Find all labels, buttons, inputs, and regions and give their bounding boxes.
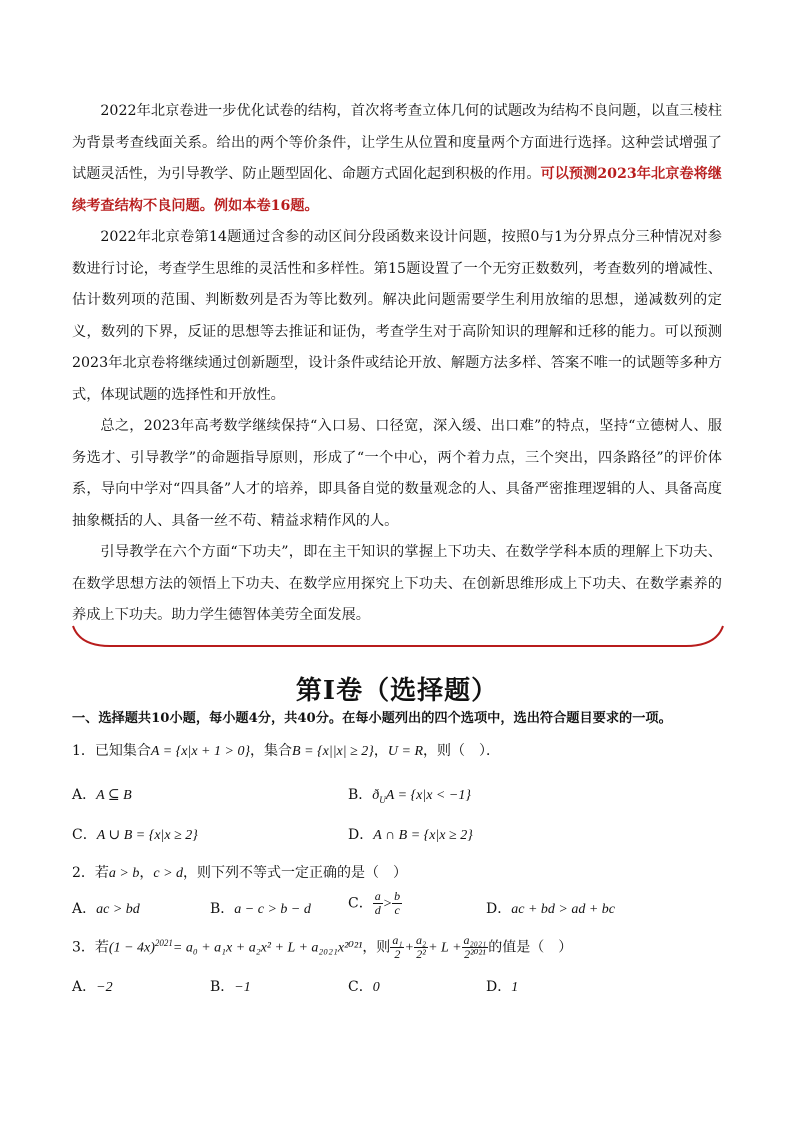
paragraph-text: 2022年北京卷进一步优化试卷的结构，首次将考查立体几何的试题改为结构不良问题，以直三棱柱为背景考查线面关系。给出的两个等价条件，让学生从位置和度量两个方面进行选择。这种尝试增强了试题灵活性，为引导教学、防止题型固化、命题方式固化起到积极的作用。 (72, 103, 722, 182)
question-3-option-b: B．−1 (210, 979, 251, 995)
question-3-stem: 3．若$(1 - 4x)^{2021}= a_0 + a_1x + a_2x^2 + L + a_{2021}x^{2021}$，则 $\frac{\text{a₁}}{2}$ + $\frac{\text{a₂}}{\text{2²}}$ + L + $\frac{\text{a₂₀₂₁}}{\text{2²⁰²¹}}$ 的值是（ ） (72, 933, 573, 961)
question-1-option-d: D．A ∩ B = {x|x ≥ 2} (348, 827, 473, 843)
question-3-option-c: C．0 (348, 979, 380, 995)
universe-set: U = R (387, 744, 424, 759)
question-2-option-b: B．a − c > b − d (210, 901, 311, 917)
paragraph-structure-change (72, 96, 722, 222)
decorative-divider (70, 622, 726, 650)
set-a: A = {x|x + 1 > 0} (150, 744, 251, 759)
question-2-stem: 2．若a > b，c > d，则下列不等式一定正确的是（ ） (72, 865, 408, 881)
question-1-option-b: B．$ð_UA = \{x|x < -1\}$ (348, 787, 471, 805)
set-b: B = {x||x| ≥ 2} (292, 744, 374, 759)
question-1-option-a: A．A ⊆ B (72, 787, 132, 803)
prediction-highlight: 可以预测2023年北京卷将继续考查结构不良问题。例如本卷16题。 (72, 166, 722, 214)
question-2-option-a: A．ac > bd (72, 901, 140, 917)
question-3-option-d: D．1 (486, 979, 519, 995)
paragraph-teaching-guidance: 引导教学在六个方面“下功夫”，即在主干知识的掌握上下功夫、在数学学科本质的理解上下功夫、在数学思想方法的领悟上下功夫、在数学应用探究上下功夫、在创新思维形成上下功夫、在数学素养的养成上下功夫。助力学生德智体美劳全面发展。 (72, 544, 722, 623)
paragraph-question-analysis: 2022年北京卷第14题通过含参的动区间分段函数来设计问题，按照0与1为分界点分三种情况对参数进行讨论，考查学生思维的灵活性和多样性。第15题设置了一个无穷正数数列，考查数列的增减性、估计数列项的范围、判断数列是否为等比数列。解决此问题需要学生利用放缩的思想，递减数列的定义，数列的下界，反证的思想等去推证和证伪，考查学生对于高阶知识的理解和迁移的能力。可以预测2023年北京卷将继续通过创新题型，设计条件或结论开放、解题方法多样、答案不唯一的试题等多种方式，体现试题的选择性和开放性。 (72, 229, 722, 403)
question-2-option-d: D．ac + bd > ad + bc (486, 901, 616, 917)
section-title: 第I卷（选择题） (295, 676, 499, 706)
question-2-option-c: C． $\frac{a}{d}$ > $\frac{b}{c}$ (348, 889, 401, 917)
question-3-option-a: A．−2 (72, 979, 113, 995)
section-instruction: 一、选择题共10小题，每小题4分，共40分。在每小题列出的四个选项中，选出符合题目要求的一项。 (72, 711, 672, 726)
question-1-option-c: C．A ∪ B = {x|x ≥ 2} (72, 827, 198, 843)
question-1-stem: 1．已知集合A = {x|x + 1 > 0}，集合B = {x||x| ≥ 2}，U = R，则（ ）． (72, 743, 501, 759)
paragraph-summary: 总之，2023年高考数学继续保持“入口易、口径宽，深入缓、出口难”的特点，坚持“立德树人、服务选才、引导教学”的命题指导原则，形成了“一个中心，两个着力点，三个突出，四条路径”的评价体系，导向中学对“四具备”人才的培养，即具备自觉的数量观念的人、具备严密推理逻辑的人、具备高度抽象概括的人、具备一丝不苟、精益求精作风的人。 (72, 418, 722, 529)
